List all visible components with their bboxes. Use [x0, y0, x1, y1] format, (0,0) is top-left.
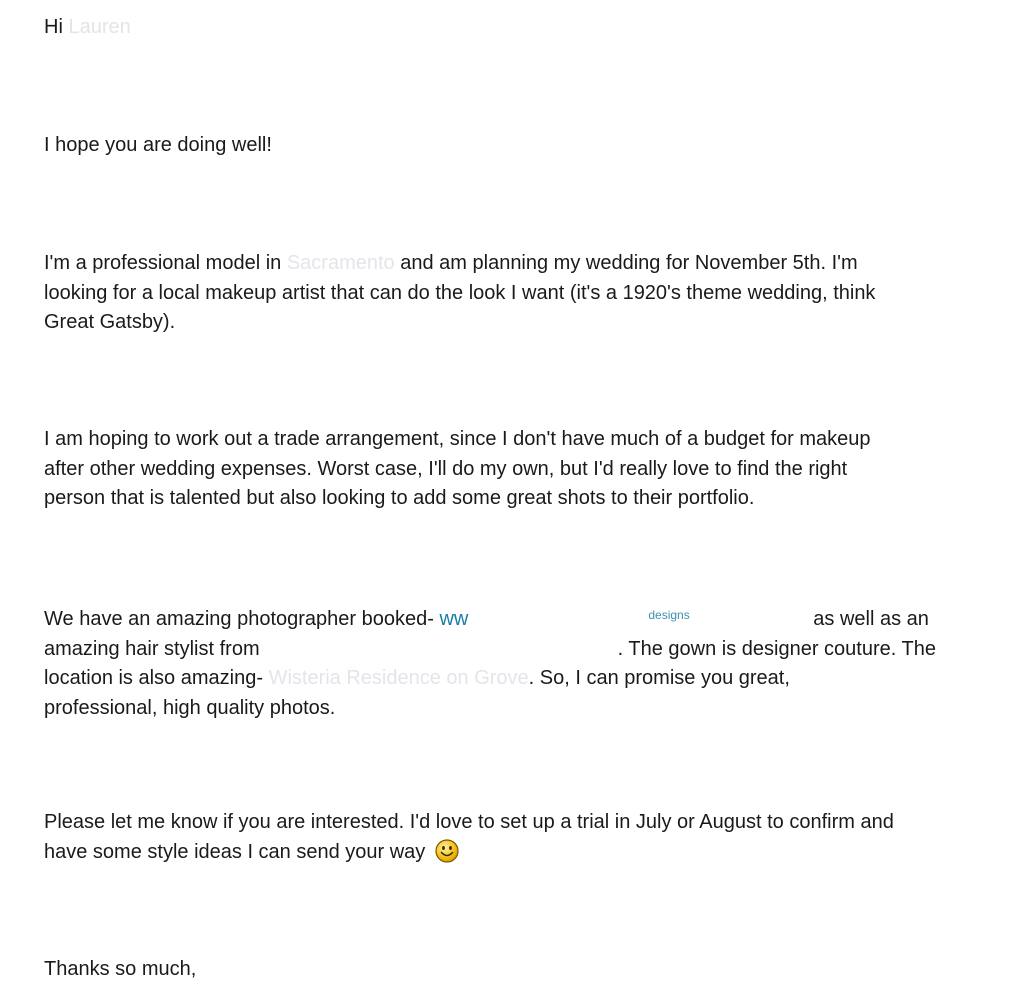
paragraph-intro [44, 249, 1004, 338]
vendors-text-a: We have an amazing photographer booked- [44, 608, 434, 630]
paragraph-vendors-line-4: professional, high quality photos. [44, 696, 336, 719]
venue-text-b: . So, I can promise you great, [528, 667, 790, 689]
paragraph-vendors-line-1 [44, 601, 1004, 635]
greeting-word: Hi [44, 16, 63, 38]
greeting-name-redacted: Lauren [68, 16, 131, 38]
paragraph-trade-line-3: person that is talented but also looking to add some great shots to their portfolio. [44, 487, 755, 509]
intro-text-b: and am planning my wedding for November 5th. I'm [400, 252, 858, 274]
paragraph-vendors [44, 601, 1004, 723]
paragraph-intro-line-2: looking for a local makeup artist that can do the look I want (it's a 1920's theme wedding, think [44, 281, 876, 304]
vendors-text-b: as well as an [813, 608, 929, 630]
photographer-link[interactable]: ww [439, 608, 469, 630]
photographer-link-redacted [468, 610, 648, 630]
greeting [44, 13, 131, 43]
location-redacted: Sacramento [286, 252, 395, 274]
style-ideas-text: have some style ideas I can send your way [44, 840, 426, 863]
paragraph-intro-line-3: Great Gatsby). [44, 311, 176, 333]
venue-text-a: location is also amazing- [44, 667, 263, 689]
paragraph-intro-line-1 [44, 249, 1004, 279]
paragraph-vendors-line-2 [44, 635, 1004, 665]
smiley-icon [435, 839, 459, 863]
paragraph-trade-line-1: I am hoping to work out a trade arrangement, since I don't have much of a budget for makeup [44, 428, 871, 450]
paragraph-vendors-line-3 [44, 664, 1004, 694]
intro-text-a: I'm a professional model in [44, 252, 282, 274]
paragraph-request-line-1: Please let me know if you are interested. I'd love to set up a trial in July or August to confirm and [44, 811, 894, 833]
paragraph-request-line-2 [44, 838, 1004, 868]
paragraph-trade [44, 425, 1004, 514]
gown-text: . The gown is designer couture. The [617, 637, 936, 660]
closing: Thanks so much, [44, 958, 197, 980]
venue-redacted: Wisteria Residence on Grove [268, 667, 529, 689]
paragraph-hope: I hope you are doing well! [44, 134, 272, 156]
photographer-link-fragment[interactable]: designs [648, 608, 690, 622]
hair-stylist-redacted [260, 639, 618, 659]
paragraph-request [44, 808, 1004, 867]
photographer-link-redacted-tail [690, 610, 808, 630]
paragraph-trade-line-2: after other wedding expenses. Worst case, I'll do my own, but I'd really love to find the right [44, 457, 848, 480]
hair-stylist-text: amazing hair stylist from [44, 637, 260, 660]
